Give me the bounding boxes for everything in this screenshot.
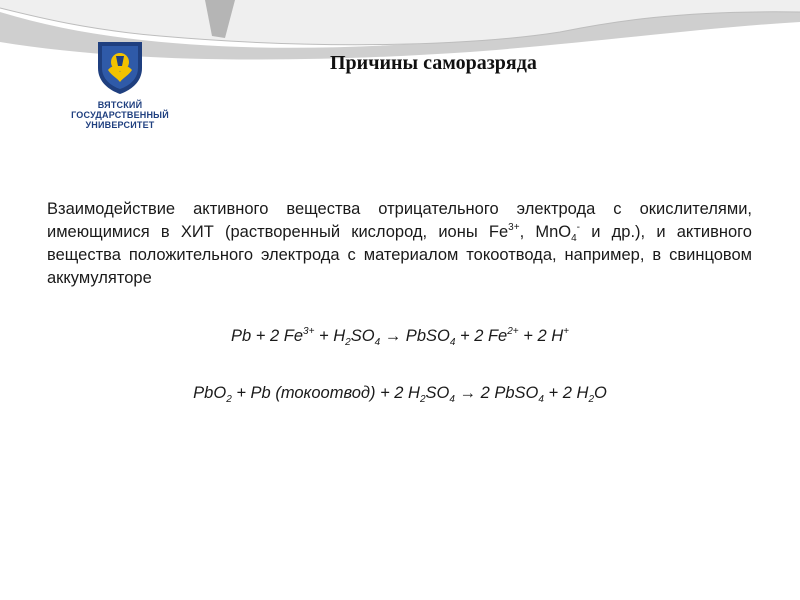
- mno4-subscript: 4: [571, 233, 577, 244]
- eq1-sub-b: 2: [345, 337, 351, 348]
- eq1-part-b: + H: [314, 327, 346, 345]
- eq2-part-f: O: [594, 384, 607, 402]
- eq2-sub-a: 2: [226, 394, 232, 405]
- eq2-sub-e: 2: [588, 394, 594, 405]
- logo-caption: [60, 100, 180, 130]
- equation-2: [0, 384, 800, 403]
- shield-icon: [95, 40, 145, 95]
- mno4-charge-superscript: -: [576, 222, 581, 233]
- fe-charge-superscript: 3+: [508, 222, 520, 233]
- eq1-part-c: SO: [350, 327, 375, 345]
- eq1-part-a: Pb + 2 Fe: [231, 327, 304, 345]
- eq1-part-d: → PbSO: [380, 327, 450, 345]
- eq2-sub-b: 2: [419, 394, 426, 405]
- logo-line-1: ВЯТСКИЙ: [97, 100, 143, 110]
- eq2-part-e: + 2 H: [543, 384, 589, 402]
- paragraph-text-1: Взаимодействие активного вещества отрицательного электрода с окислителями, имеющимися в ХИТ (растворенный кислород, ионы Fe: [47, 200, 752, 241]
- equation-1: [0, 327, 800, 346]
- eq2-part-d: → 2 PbSO: [454, 384, 539, 402]
- eq1-sub-c: 4: [374, 337, 381, 348]
- paragraph-text-3: и др.), и активного вещества положительного электрода с материалом токоотвода, например, в свинцовом аккумуляторе: [47, 223, 752, 287]
- eq2-part-b: + Pb (токоотвод) + 2 H: [231, 384, 420, 402]
- eq2-sub-c: 4: [449, 394, 455, 405]
- description-paragraph: [47, 198, 752, 290]
- eq1-sup-e: 2+: [507, 326, 519, 337]
- eq2-part-c: SO: [425, 384, 450, 402]
- logo-line-3: УНИВЕРСИТЕТ: [85, 120, 155, 130]
- eq1-part-e: + 2 Fe: [455, 327, 508, 345]
- university-logo: [60, 40, 180, 140]
- eq1-sup-a: 3+: [303, 326, 315, 337]
- slide-title: Причины саморазряда: [330, 52, 537, 74]
- eq2-part-a: PbO: [193, 384, 227, 402]
- eq1-sub-d: 4: [449, 337, 456, 348]
- paragraph-text-2: , MnO: [519, 223, 572, 241]
- logo-line-2: ГОСУДАРСТВЕННЫЙ: [71, 110, 169, 120]
- eq2-sub-d: 4: [538, 394, 544, 405]
- eq1-part-f: + 2 H: [518, 327, 564, 345]
- eq1-sup-f: +: [563, 326, 569, 337]
